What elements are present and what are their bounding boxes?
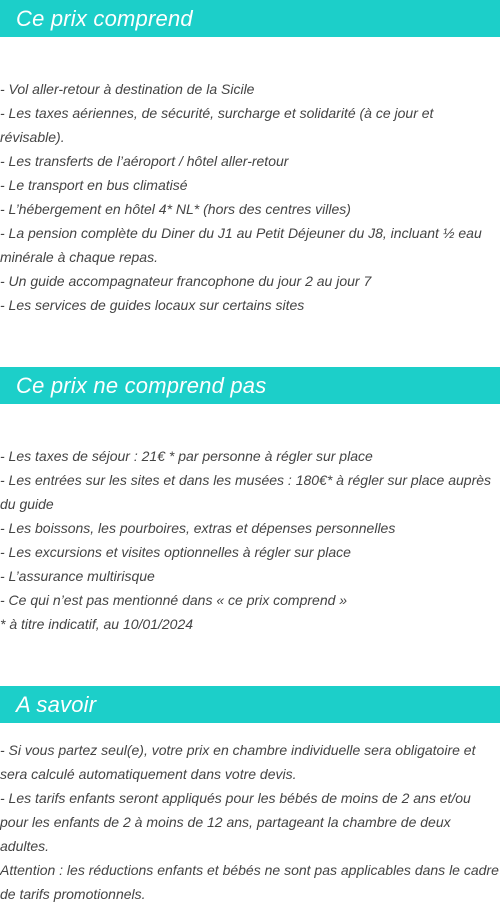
list-item: - Les taxes de séjour : 21€ * par personne à régler sur place [0,448,373,464]
list-item: - Les boissons, les pourboires, extras et dépenses personnelles [0,520,396,536]
section-header-a-savoir [0,686,500,723]
section-title: Ce prix ne comprend pas [16,372,267,398]
list-item: - Les tarifs enfants seront appliqués pour les bébés de moins de 2 ans et/ou pour les enfants de 2 à moins de 12 ans, partageant la chambre de deux adultes. [0,790,471,854]
list-item: - Les excursions et visites optionnelles à régler sur place [0,544,351,560]
info-list [0,738,500,906]
list-item: - La pension complète du Diner du J1 au Petit Déjeuner du J8, incluant ½ eau minérale à chaque repas. [0,225,482,265]
list-item: - Ce qui n’est pas mentionné dans « ce prix comprend » [0,592,348,608]
list-item: - Vol aller-retour à destination de la Sicile [0,81,255,97]
list-item: Attention : les réductions enfants et bébés ne sont pas applicables dans le cadre de tarifs promotionnels. [0,862,499,902]
included-list [0,77,500,317]
not-included-list [0,444,500,612]
section-header-ce-prix-ne-comprend-pas [0,367,500,404]
footnote: * à titre indicatif, au 10/01/2024 [0,616,194,632]
list-item: - Les taxes aériennes, de sécurité, surcharge et solidarité (à ce jour et révisable). [0,105,434,145]
section-title: A savoir [16,691,97,717]
list-item: - Les services de guides locaux sur certains sites [0,297,305,313]
list-item: - Si vous partez seul(e), votre prix en chambre individuelle sera obligatoire et sera calculé automatiquement dans votre devis. [0,742,476,782]
section-title: Ce prix comprend [16,5,193,31]
list-item: - Le transport en bus climatisé [0,177,188,193]
list-item: - Les transferts de l’aéroport / hôtel aller-retour [0,153,289,169]
list-item: - L’hébergement en hôtel 4* NL* (hors des centres villes) [0,201,351,217]
section-header-ce-prix-comprend [0,0,500,37]
list-item: - Un guide accompagnateur francophone du jour 2 au jour 7 [0,273,372,289]
list-item: - L’assurance multirisque [0,568,155,584]
list-item: - Les entrées sur les sites et dans les musées : 180€* à régler sur place auprès du guide [0,472,492,512]
